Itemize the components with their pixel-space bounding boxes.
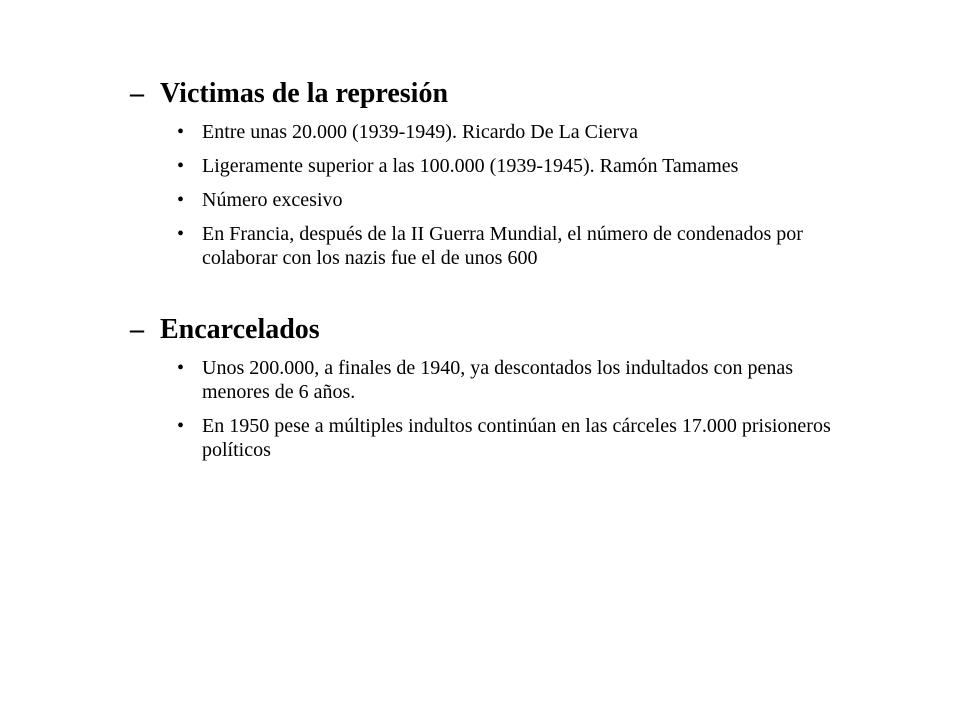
section-encarcelados — [130, 314, 850, 462]
bullet-item — [130, 414, 852, 462]
bullet-list — [130, 356, 850, 462]
section-title-text: Encarcelados — [160, 314, 320, 345]
bullet-dot-icon: • — [177, 155, 185, 177]
bullet-dot-icon: • — [177, 223, 185, 245]
section-title-text: Victimas de la represión — [160, 78, 449, 109]
bullet-text: En Francia, después de la II Guerra Mundial, el número de condenados por colaborar con los nazis fue el de unos 600 — [202, 223, 803, 269]
section-title — [130, 314, 850, 346]
bullet-item — [130, 222, 852, 270]
bullet-item — [130, 120, 852, 144]
section-title — [130, 78, 850, 110]
bullet-dot-icon: • — [177, 121, 185, 143]
bullet-text: Número excesivo — [202, 189, 343, 211]
bullet-text: Unos 200.000, a finales de 1940, ya descontados los indultados con penas menores de 6 años. — [202, 357, 794, 403]
bullet-item — [130, 356, 852, 404]
bullet-item — [130, 154, 852, 178]
bullet-text: En 1950 pese a múltiples indultos continúan en las cárceles 17.000 prisioneros políticos — [202, 415, 831, 461]
bullet-text: Entre unas 20.000 (1939-1949). Ricardo De La Cierva — [202, 121, 638, 143]
dash-marker: – — [130, 78, 144, 109]
bullet-dot-icon: • — [177, 357, 185, 379]
bullet-text: Ligeramente superior a las 100.000 (1939-1945). Ramón Tamames — [202, 155, 739, 177]
section-victimas — [130, 78, 850, 270]
bullet-dot-icon: • — [177, 415, 185, 437]
bullet-dot-icon: • — [177, 189, 185, 211]
bullet-item — [130, 188, 852, 212]
bullet-list — [130, 120, 850, 270]
dash-marker: – — [130, 314, 144, 345]
